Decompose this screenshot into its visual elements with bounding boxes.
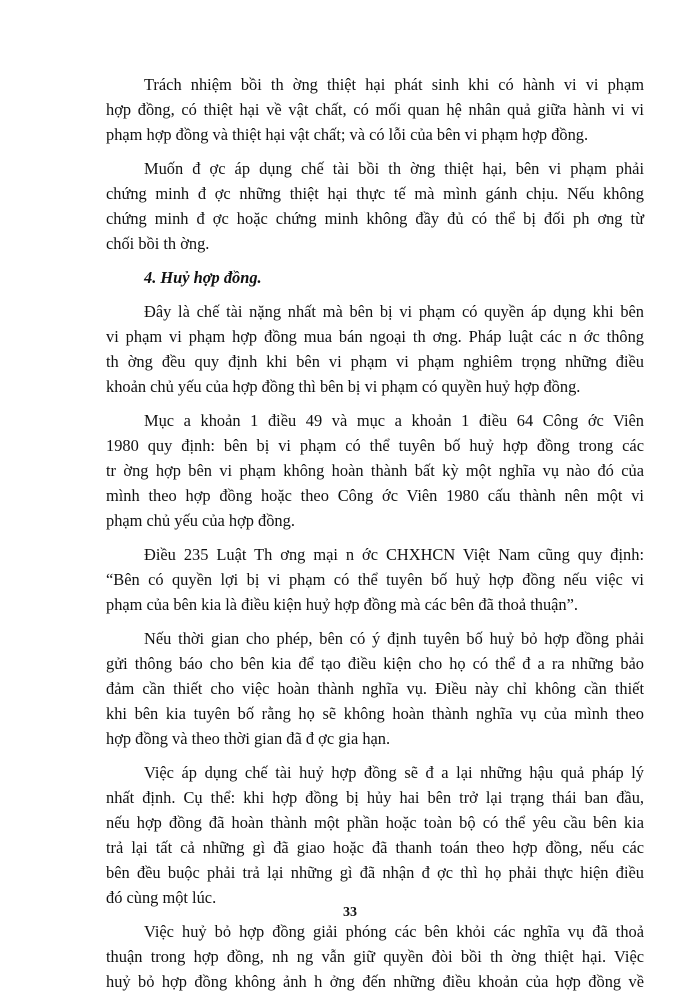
text-line: thuận trong hợp đồng, nh ng vẫn giữ quyền đòi bồi th ờng thiệt hại. Việc — [106, 947, 644, 966]
text-line: Việc áp dụng chế tài huỷ hợp đồng sẽ đ a lại những hậu quả pháp lý — [144, 763, 644, 782]
paragraph-damages-liability — [106, 72, 644, 147]
text-line: huỷ bỏ hợp đồng không ảnh h ởng đến những điều khoản của hợp đồng về — [106, 972, 644, 991]
paragraph-legal-consequences — [106, 760, 644, 910]
paragraph-proof-of-damages — [106, 156, 644, 256]
section-heading: 4. Huỷ hợp đồng. — [144, 268, 262, 287]
text-line: Việc huỷ bỏ hợp đồng giải phóng các bên khỏi các nghĩa vụ đã thoả — [144, 922, 644, 941]
text-line: khi bên kia tuyên bố rằng họ sẽ không hoàn thành nghĩa vụ của mình theo — [106, 704, 644, 723]
text-line: đó cùng một lúc. — [106, 888, 217, 907]
text-line: gửi thông báo cho bên kia để tạo điều kiện cho họ có thể đ a ra những bảo — [106, 654, 644, 673]
text-line: th ờng đều quy định khi bên vi phạm vi phạm nghiêm trọng những điều — [106, 352, 644, 371]
text-line: Đây là chế tài nặng nhất mà bên bị vi phạm có quyền áp dụng khi bên — [144, 302, 644, 321]
text-line: bên đều buộc phải trả lại những gì đã nhận đ ợc thì họ phải thực hiện điều — [106, 863, 644, 882]
text-line: khoản chủ yếu của hợp đồng thì bên bị vi phạm có quyền huỷ hợp đồng. — [106, 377, 581, 396]
text-line: phạm chủ yếu của hợp đồng. — [106, 511, 295, 530]
text-line: Trách nhiệm bồi th ờng thiệt hại phát sinh khi có hành vi vi phạm — [144, 75, 644, 94]
text-line: đảm cần thiết cho việc hoàn thành nghĩa vụ. Điều này chỉ không cần thiết — [106, 679, 644, 698]
paragraph-commercial-law — [106, 542, 644, 617]
paragraph-vienna-convention — [106, 408, 644, 533]
text-line: Nếu thời gian cho phép, bên có ý định tuyên bố huỷ bỏ hợp đồng phải — [144, 629, 644, 648]
text-line: 1980 quy định: bên bị vi phạm có thể tuyên bố huỷ hợp đồng trong các — [106, 436, 644, 455]
text-line: “Bên có quyền lợi bị vi phạm có thể tuyên bố huỷ hợp đồng nếu việc vi — [106, 570, 644, 589]
text-line: chối bồi th ờng. — [106, 234, 210, 253]
page-number: 33 — [343, 905, 357, 920]
text-line: tr ờng hợp bên vi phạm không hoàn thành bất kỳ một nghĩa vụ nào đó của — [106, 461, 644, 480]
text-line: vi phạm vi phạm hợp đồng mua bán ngoại th ơng. Pháp luật các n ớc thông — [106, 327, 644, 346]
text-line: phạm của bên kia là điều kiện huỷ hợp đồng mà các bên đã thoả thuận”. — [106, 595, 578, 614]
text-line: mình theo hợp đồng hoặc theo Công ớc Viên 1980 cấu thành nên một vi — [106, 486, 644, 505]
text-line: trả lại tất cả những gì đã giao hoặc đã thanh toán theo hợp đồng, nếu các — [106, 838, 644, 857]
text-line: hợp đồng và theo thời gian đã đ ợc gia hạn. — [106, 729, 391, 748]
paragraph-cancellation-definition — [106, 299, 644, 399]
paragraph-release-obligations — [106, 919, 644, 994]
text-line: chứng minh đ ợc hoặc chứng minh không đầy đủ có thể bị đối ph ơng từ — [106, 209, 644, 228]
text-line: Mục a khoản 1 điều 49 và mục a khoản 1 điều 64 Công ớc Viên — [144, 411, 644, 430]
text-line: nhất định. Cụ thể: khi hợp đồng bị hủy hai bên trở lại trạng thái ban đầu, — [106, 788, 644, 807]
page-body — [106, 72, 644, 1003]
text-line: phạm hợp đồng và thiệt hại vật chất; và có lỗi của bên vi phạm hợp đồng. — [106, 125, 589, 144]
text-line: hợp đồng, có thiệt hại về vật chất, có mối quan hệ nhân quả giữa hành vi vi — [106, 100, 644, 119]
text-line: nếu hợp đồng đã hoàn thành một phần hoặc toàn bộ có thể yêu cầu bên kia — [106, 813, 644, 832]
paragraph-notice — [106, 626, 644, 751]
text-line: chứng minh đ ợc những thiệt hại thực tế mà mình gánh chịu. Nếu không — [106, 184, 644, 203]
text-line: Điều 235 Luật Th ơng mại n ớc CHXHCN Việt Nam cũng quy định: — [144, 545, 644, 564]
text-line: Muốn đ ợc áp dụng chế tài bồi th ờng thiệt hại, bên vi phạm phải — [144, 159, 644, 178]
